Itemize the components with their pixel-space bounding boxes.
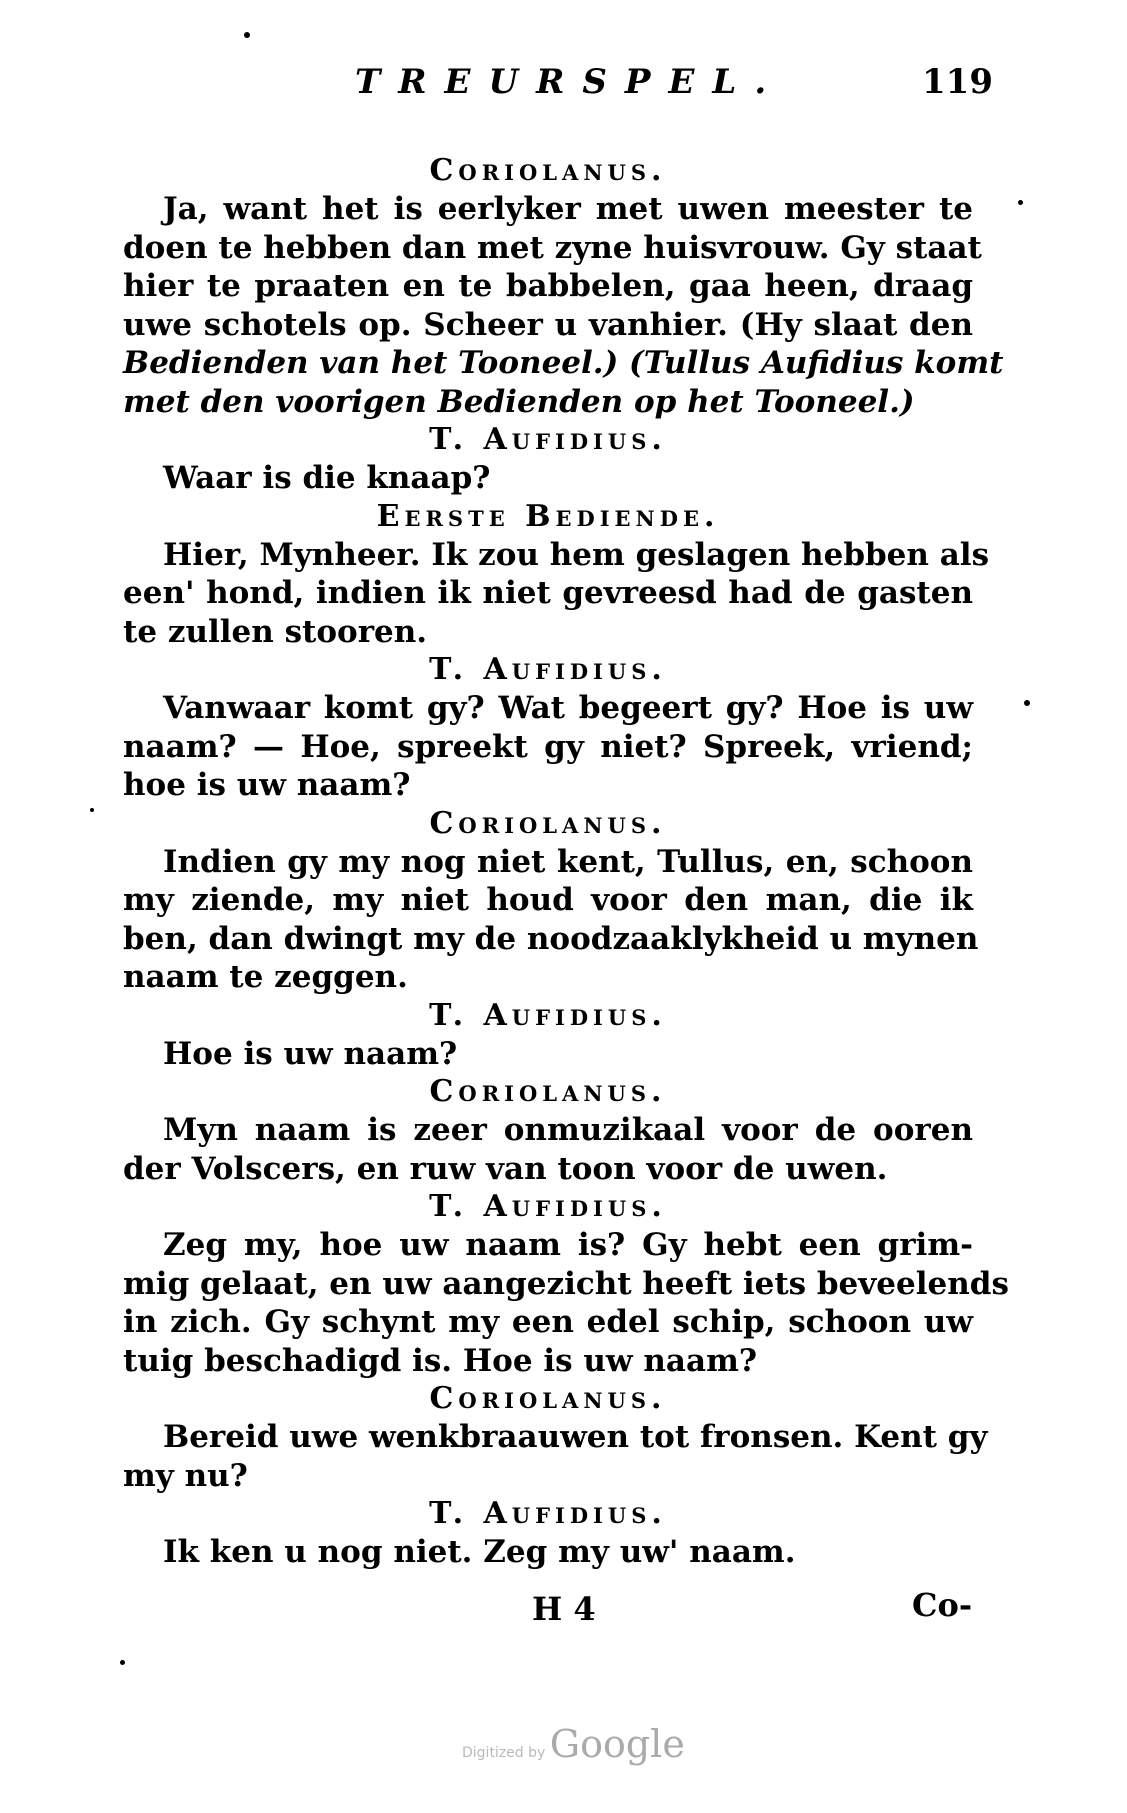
speaker-name: T. Aufidius. xyxy=(429,652,667,687)
speaker-name: Coriolanus. xyxy=(429,805,667,841)
ink-speck xyxy=(90,808,94,812)
page-number: 119 xyxy=(922,62,993,102)
dialogue-line: naam? — Hoe, spreekt gy niet? Spreek, vriend; xyxy=(123,728,973,765)
catchword: Co- xyxy=(912,1586,973,1624)
running-title: TREURSPEL. xyxy=(355,62,785,102)
dialogue-line: mig gelaat, en uw aangezicht heeft iets beveelends xyxy=(123,1265,1009,1302)
dialogue-line: uwe schotels op. Scheer u vanhier. (Hy slaat den xyxy=(123,306,973,343)
speaker-name: Coriolanus. xyxy=(429,1381,667,1416)
dialogue-line: hoe is uw naam? xyxy=(123,767,411,803)
ink-speck xyxy=(120,1660,125,1665)
stage-direction-line: met den voorigen Bedienden op het Tooneel.) xyxy=(123,383,915,420)
dialogue-line: Hoe is uw naam? xyxy=(163,1035,458,1072)
speaker-name: Coriolanus. xyxy=(429,1074,667,1109)
speaker-name: T. Aufidius. xyxy=(429,1496,667,1531)
dialogue-line: naam te zeggen. xyxy=(123,959,408,995)
dialogue-line: my nu? xyxy=(123,1457,248,1494)
speaker-name: T. Aufidius. xyxy=(429,1189,667,1224)
google-logo: Google xyxy=(549,1722,685,1766)
dialogue-line: Waar is die knaap? xyxy=(163,460,491,496)
dialogue-line: Myn naam is zeer onmuzikaal voor de ooren xyxy=(163,1112,973,1148)
page-header xyxy=(0,62,1127,102)
digitized-watermark xyxy=(462,1722,685,1766)
ink-speck xyxy=(1024,700,1030,706)
dialogue-line: doen te hebben dan met zyne huisvrouw. Gy staat xyxy=(123,229,982,266)
dialogue-line: der Volscers, en ruw van toon voor de uwen. xyxy=(123,1150,888,1187)
signature-mark: H 4 xyxy=(532,1590,596,1628)
dialogue-line: hier te praaten en te babbelen, gaa heen, draag xyxy=(123,268,973,304)
dialogue-line: een' hond, indien ik niet gevreesd had de gasten xyxy=(123,575,973,611)
dialogue-line: tuig beschadigd is. Hoe is uw naam? xyxy=(123,1342,758,1379)
stage-direction-line: Bedienden van het Tooneel.) (Tullus Aufidius komt xyxy=(123,345,1004,381)
dialogue-line: te zullen stooren. xyxy=(123,613,428,650)
dialogue-line: in zich. Gy schynt my een edel schip, schoon uw xyxy=(123,1304,973,1340)
speaker-name: T. Aufidius. xyxy=(429,997,667,1033)
speaker-name: Eerste Bediende. xyxy=(376,498,720,534)
ink-speck xyxy=(1018,200,1023,205)
dialogue-line: my ziende, my niet houd voor den man, die ik xyxy=(123,882,973,918)
dialogue-line: Hier, Mynheer. Ik zou hem geslagen hebben als xyxy=(163,536,990,573)
dialogue-line: Ja, want het is eerlyker met uwen meester te xyxy=(163,191,973,227)
dialogue-line: Vanwaar komt gy? Wat begeert gy? Hoe is uw xyxy=(163,690,973,726)
speaker-name: Coriolanus. xyxy=(429,153,667,188)
dialogue-line: Zeg my, hoe uw naam is? Gy hebt een grim- xyxy=(163,1227,973,1263)
digitized-prefix: Digitized by xyxy=(462,1745,546,1761)
dialogue-line: Bereid uwe wenkbraauwen tot fronsen. Kent gy xyxy=(163,1419,988,1455)
dialogue-line: ben, dan dwingt my de noodzaaklykheid u mynen xyxy=(123,920,979,957)
dialogue-line: Ik ken u nog niet. Zeg my uw' naam. xyxy=(163,1534,796,1570)
speaker-name: T. Aufidius. xyxy=(429,422,667,457)
play-text xyxy=(123,152,1009,1572)
ink-speck xyxy=(244,32,250,38)
dialogue-line: Indien gy my nog niet kent, Tullus, en, schoon xyxy=(163,843,973,880)
